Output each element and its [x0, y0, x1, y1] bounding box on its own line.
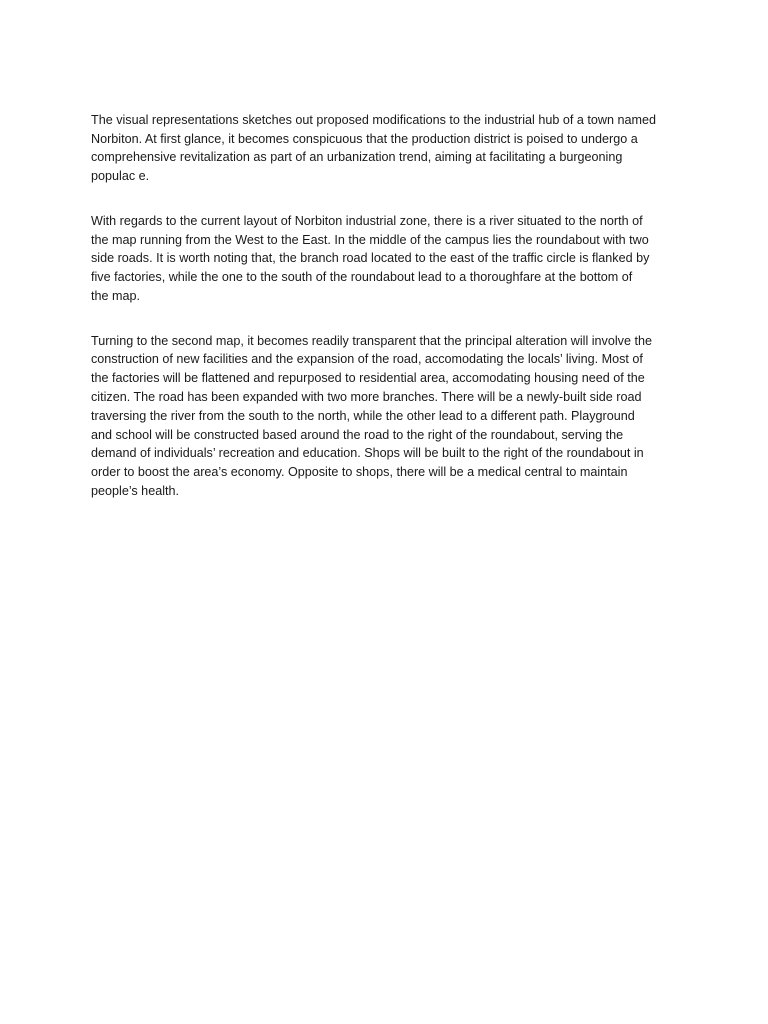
document-body — [91, 92, 681, 527]
paragraph-introduction: The visual representations sketches out proposed modifications to the industrial hub of a town named Norbiton. At first glance, it becomes conspicuous that the production district is poised to undergo a comprehensive revitalization as part of an urbanization trend, aiming at facilitating a burgeoning populac e. — [91, 112, 656, 184]
paragraph-proposed-changes: Turning to the second map, it becomes readily transparent that the principal alteration will involve the construction of new facilities and the expansion of the road, accomodating the locals’ living. Most of the factories will be flattened and repurposed to residential area, accomodating housing need of the citizen. The road has been expanded with two more branches. There will be a newly-built side road traversing the river from the south to the north, while the other lead to a different path. Playground and school will be constructed based around the road to the right of the roundabout, serving the demand of individuals’ recreation and education. Shops will be built to the right of the roundabout in order to boost the area’s economy. Opposite to shops, there will be a medical central to maintain people’s health. — [91, 333, 652, 498]
paragraph-current-layout: With regards to the current layout of Norbiton industrial zone, there is a river situated to the north of the map running from the West to the East. In the middle of the campus lies the roundabout with two side roads. It is worth noting that, the branch road located to the east of the traffic circle is flanked by five factories, while the one to the south of the roundabout lead to a thoroughfare at the bottom of the map. — [91, 213, 650, 303]
